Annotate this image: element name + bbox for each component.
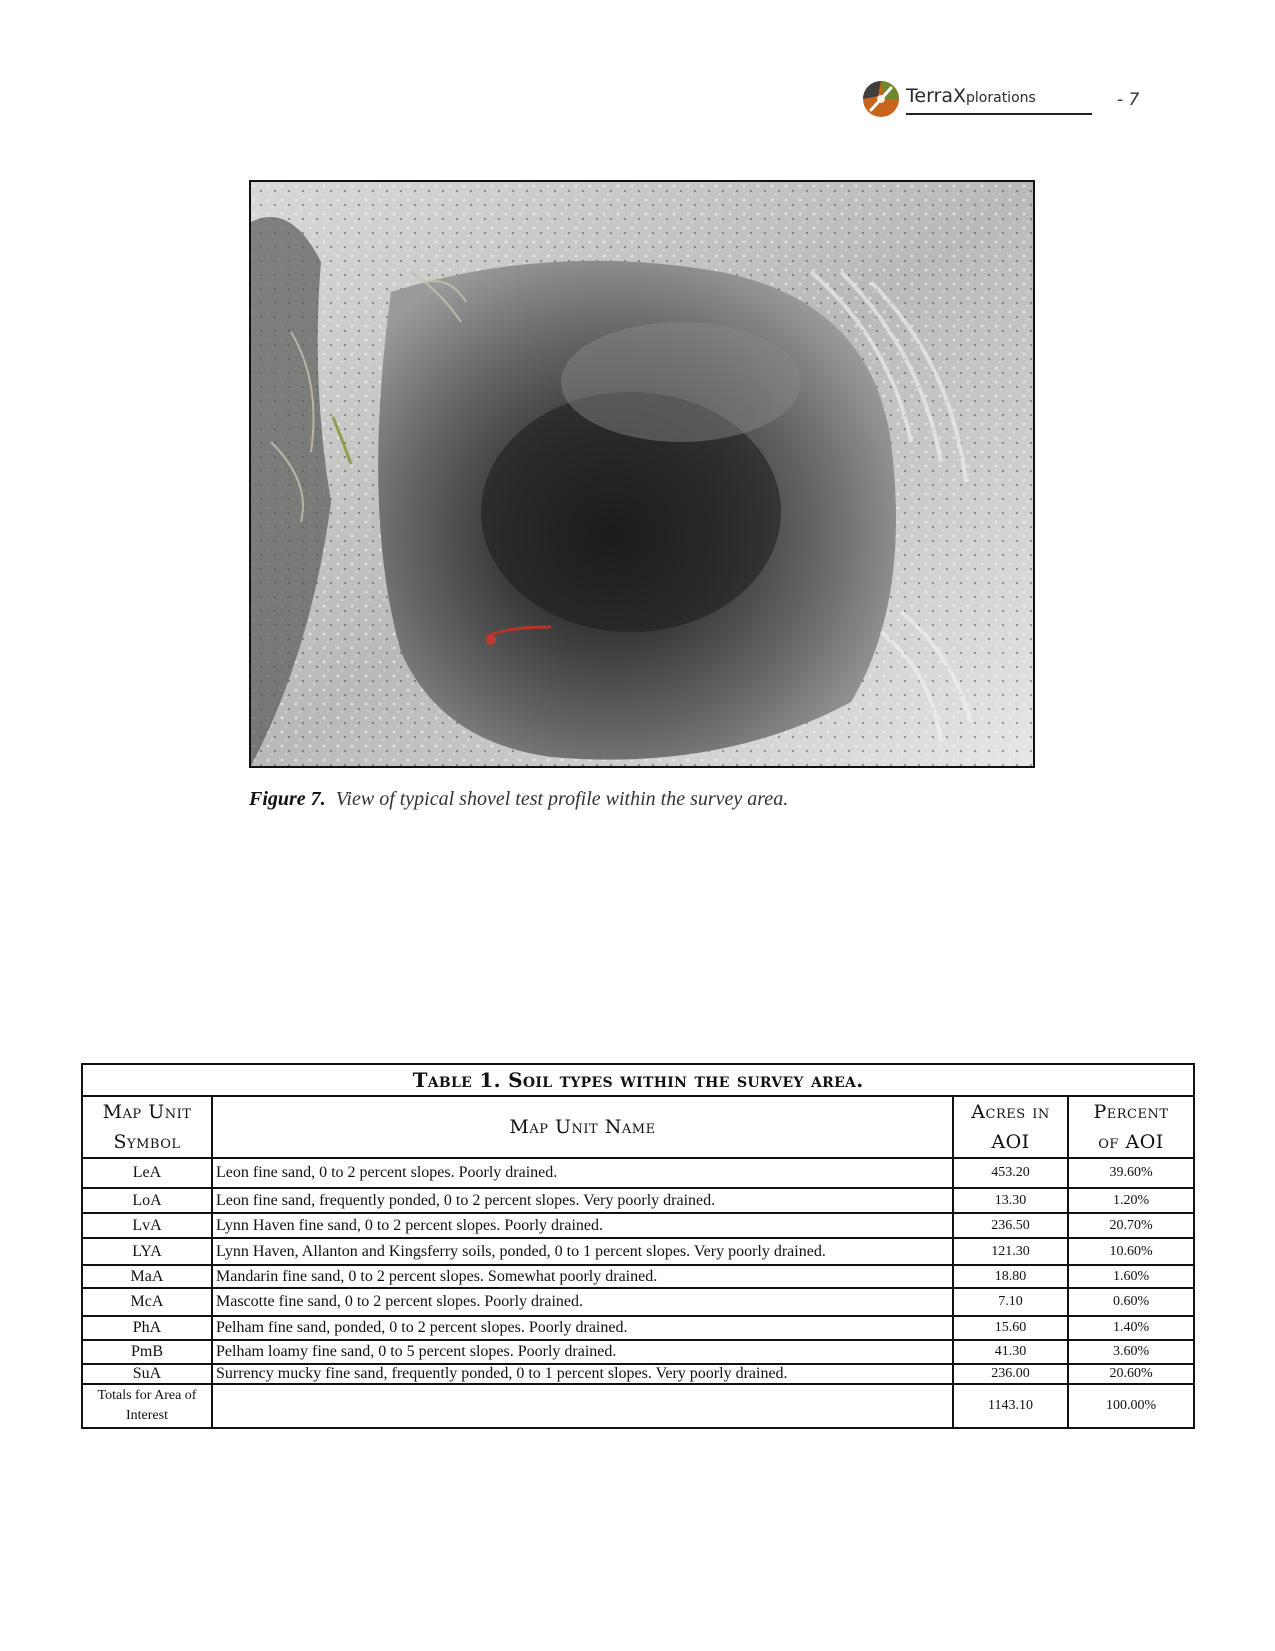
brand-name-big: TerraX: [906, 85, 967, 107]
cell-acres: 121.30: [953, 1238, 1068, 1265]
cell-symbol: SuA: [82, 1364, 212, 1384]
totals-name: [212, 1384, 953, 1428]
cell-acres: 236.50: [953, 1213, 1068, 1238]
totals-label-line1: Totals for Area of: [97, 1388, 197, 1403]
header-percent-line2: of AOI: [1098, 1131, 1164, 1153]
totals-acres: 1143.10: [953, 1384, 1068, 1428]
figure-label: Figure 7.: [249, 788, 326, 810]
shovel-test-pit-photo: [249, 180, 1035, 768]
brand-name-small: plorations: [966, 90, 1036, 106]
header-map-unit-symbol: [82, 1096, 212, 1158]
table-title-row: [82, 1064, 1194, 1096]
totals-label: [82, 1384, 212, 1428]
table-title: Table 1. Soil types within the survey area.: [82, 1064, 1194, 1096]
cell-name: Leon fine sand, 0 to 2 percent slopes. Poorly drained.: [212, 1158, 953, 1188]
table-row: [82, 1364, 1194, 1384]
table-row: [82, 1158, 1194, 1188]
header-map-unit-name: Map Unit Name: [212, 1096, 953, 1158]
cell-percent: 1.60%: [1068, 1265, 1194, 1288]
cell-percent: 3.60%: [1068, 1340, 1194, 1364]
cell-name: Pelham fine sand, ponded, 0 to 2 percent slopes. Poorly drained.: [212, 1316, 953, 1340]
header-percent-of-aoi: [1068, 1096, 1194, 1158]
cell-acres: 15.60: [953, 1316, 1068, 1340]
cell-name: Surrency mucky fine sand, frequently ponded, 0 to 1 percent slopes. Very poorly drained.: [212, 1364, 953, 1384]
table-row: [82, 1288, 1194, 1316]
cell-acres: 18.80: [953, 1265, 1068, 1288]
table-row: [82, 1340, 1194, 1364]
cell-symbol: MaA: [82, 1265, 212, 1288]
table-header-row: [82, 1096, 1194, 1158]
table-row: [82, 1265, 1194, 1288]
cell-percent: 1.20%: [1068, 1188, 1194, 1213]
cell-acres: 13.30: [953, 1188, 1068, 1213]
cell-acres: 453.20: [953, 1158, 1068, 1188]
cell-percent: 39.60%: [1068, 1158, 1194, 1188]
header-acres-line1: Acres in: [971, 1101, 1050, 1123]
cell-name: Leon fine sand, frequently ponded, 0 to 2 percent slopes. Very poorly drained.: [212, 1188, 953, 1213]
cell-percent: 0.60%: [1068, 1288, 1194, 1316]
page-number: - 7: [1117, 90, 1140, 110]
cell-symbol: LeA: [82, 1158, 212, 1188]
table-row: [82, 1238, 1194, 1265]
header-acres-line2: AOI: [991, 1131, 1030, 1153]
cell-name: Mascotte fine sand, 0 to 2 percent slopes. Poorly drained.: [212, 1288, 953, 1316]
cell-percent: 10.60%: [1068, 1238, 1194, 1265]
cell-symbol: LoA: [82, 1188, 212, 1213]
cell-name: Lynn Haven, Allanton and Kingsferry soils, ponded, 0 to 1 percent slopes. Very poorly drained.: [212, 1238, 953, 1265]
table-row: [82, 1316, 1194, 1340]
cell-symbol: PhA: [82, 1316, 212, 1340]
cell-acres: 236.00: [953, 1364, 1068, 1384]
cell-percent: 20.70%: [1068, 1213, 1194, 1238]
header-symbol-line2: Symbol: [113, 1131, 181, 1153]
cell-name: Lynn Haven fine sand, 0 to 2 percent slopes. Poorly drained.: [212, 1213, 953, 1238]
page-header: [862, 78, 1152, 122]
cell-name: Pelham loamy fine sand, 0 to 5 percent slopes. Poorly drained.: [212, 1340, 953, 1364]
totals-percent: 100.00%: [1068, 1384, 1194, 1428]
cell-percent: 20.60%: [1068, 1364, 1194, 1384]
header-acres-in-aoi: [953, 1096, 1068, 1158]
table-row: [82, 1213, 1194, 1238]
header-percent-line1: Percent: [1093, 1101, 1169, 1123]
cell-acres: 41.30: [953, 1340, 1068, 1364]
table-totals-row: [82, 1384, 1194, 1428]
cell-symbol: McA: [82, 1288, 212, 1316]
cell-percent: 1.40%: [1068, 1316, 1194, 1340]
cell-acres: 7.10: [953, 1288, 1068, 1316]
cell-symbol: LYA: [82, 1238, 212, 1265]
figure-caption: [249, 788, 788, 811]
header-symbol-line1: Map Unit: [102, 1101, 192, 1123]
terraxplorations-logo-icon: [862, 80, 900, 118]
brand-name: [906, 85, 1036, 107]
cell-symbol: PmB: [82, 1340, 212, 1364]
table-row: [82, 1188, 1194, 1213]
brand-underline: [906, 113, 1092, 115]
totals-label-line2: Interest: [126, 1408, 168, 1423]
soil-types-table: [81, 1063, 1195, 1429]
cell-symbol: LvA: [82, 1213, 212, 1238]
cell-name: Mandarin fine sand, 0 to 2 percent slopes. Somewhat poorly drained.: [212, 1265, 953, 1288]
figure-caption-text: View of typical shovel test profile within the survey area.: [335, 788, 789, 810]
